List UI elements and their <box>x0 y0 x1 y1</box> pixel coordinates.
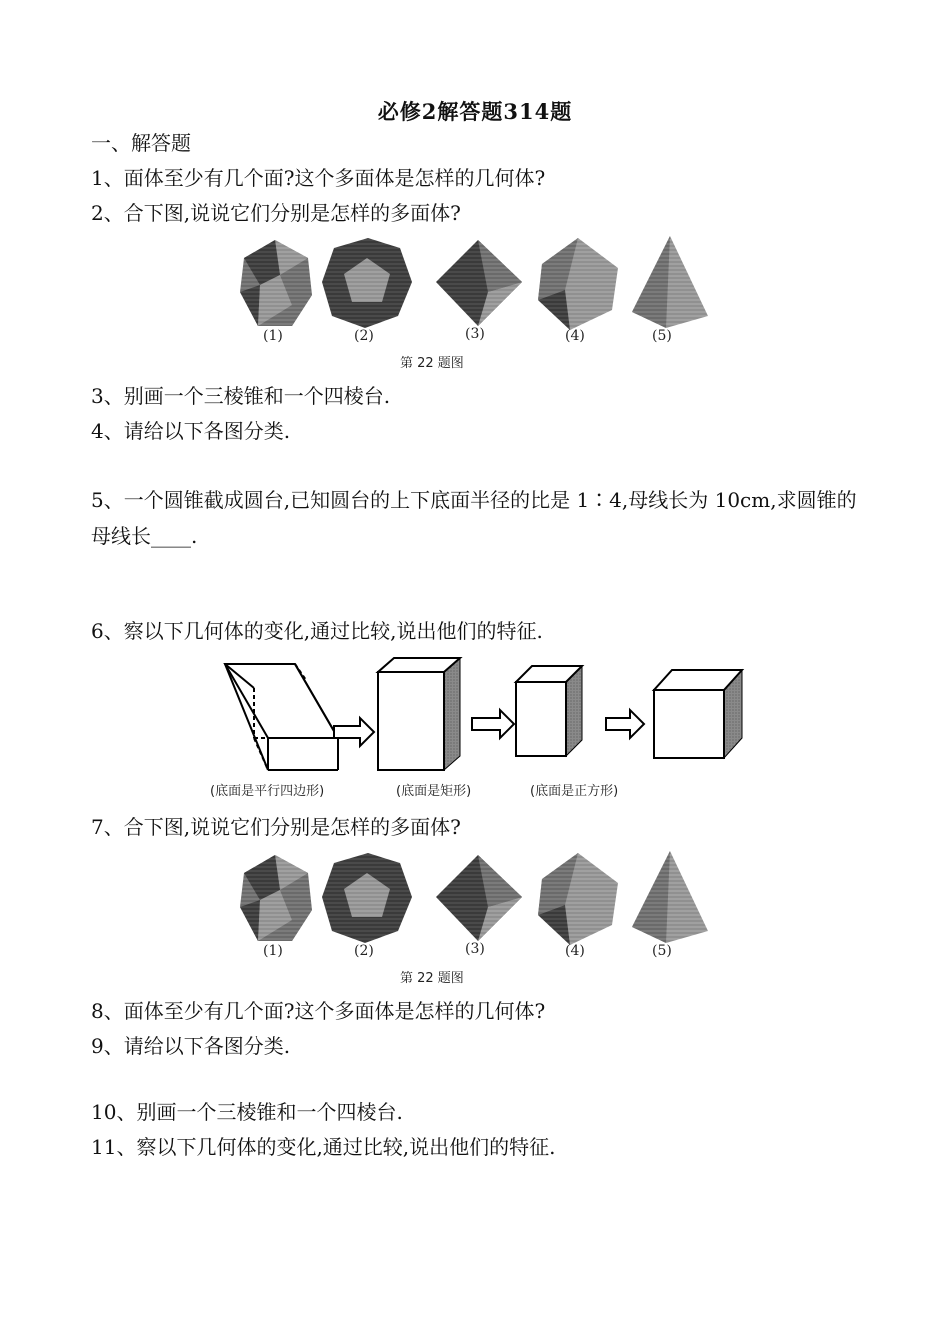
figure-caption: 第 22 题图 <box>400 356 464 371</box>
prism-transformation-figure <box>210 652 760 804</box>
question-3: 3、别画一个三棱锥和一个四棱台. <box>91 384 391 408</box>
question-11: 11、察以下几何体的变化,通过比较,说出他们的特征. <box>91 1135 556 1159</box>
question-1: 1、面体至少有几个面?这个多面体是怎样的几何体? <box>91 166 546 190</box>
pyramid-shape <box>632 851 708 943</box>
polyhedra-figure-1 <box>230 230 730 375</box>
arrow-icon <box>334 718 374 746</box>
figure-label-2: (2) <box>354 328 374 344</box>
figure-caption: 第 22 题图 <box>400 971 464 986</box>
octahedron-shape <box>436 240 522 326</box>
dodecahedron-shape <box>322 238 412 328</box>
square-prism-shape <box>516 666 582 756</box>
icosahedron-shape <box>240 855 312 941</box>
figure-label-5: (5) <box>652 328 672 344</box>
page-title: 必修2解答题314题 <box>377 99 573 124</box>
pyramid-shape <box>632 236 708 328</box>
polyhedra-figure-2 <box>230 845 730 990</box>
question-7: 7、合下图,说说它们分别是怎样的多面体? <box>91 815 461 839</box>
question-4: 4、请给以下各图分类. <box>91 419 291 443</box>
triangular-polyhedron-shape <box>538 238 618 330</box>
figure-label-1: (1) <box>263 328 283 344</box>
caption-square-base: (底面是正方形) <box>530 784 619 799</box>
octahedron-shape <box>436 855 522 941</box>
figure-label-4: (4) <box>565 943 585 959</box>
dodecahedron-shape <box>322 853 412 943</box>
question-6: 6、察以下几何体的变化,通过比较,说出他们的特征. <box>91 619 543 643</box>
caption-parallelogram-base: (底面是平行四边形) <box>210 784 325 799</box>
triangular-polyhedron-shape <box>538 853 618 945</box>
oblique-prism-shape <box>225 664 338 770</box>
figure-label-5: (5) <box>652 943 672 959</box>
rectangular-prism-shape <box>378 658 460 770</box>
icosahedron-shape <box>240 240 312 326</box>
figure-label-3: (3) <box>465 326 485 342</box>
section-heading: 一、解答题 <box>91 131 191 155</box>
arrow-icon <box>606 710 644 738</box>
cube-shape <box>654 670 742 758</box>
figure-label-2: (2) <box>354 943 374 959</box>
caption-rectangle-base: (底面是矩形) <box>396 784 472 799</box>
question-2: 2、合下图,说说它们分别是怎样的多面体? <box>91 201 461 225</box>
question-10: 10、别画一个三棱锥和一个四棱台. <box>91 1100 403 1124</box>
question-8: 8、面体至少有几个面?这个多面体是怎样的几何体? <box>91 999 546 1023</box>
arrow-icon <box>472 710 514 738</box>
question-9: 9、请给以下各图分类. <box>91 1034 291 1058</box>
figure-label-4: (4) <box>565 328 585 344</box>
question-5: 5、一个圆锥截成圆台,已知圆台的上下底面半径的比是 1∶4,母线长为 10cm,求圆锥的母线长____. <box>91 488 857 548</box>
figure-label-1: (1) <box>263 943 283 959</box>
figure-label-3: (3) <box>465 941 485 957</box>
